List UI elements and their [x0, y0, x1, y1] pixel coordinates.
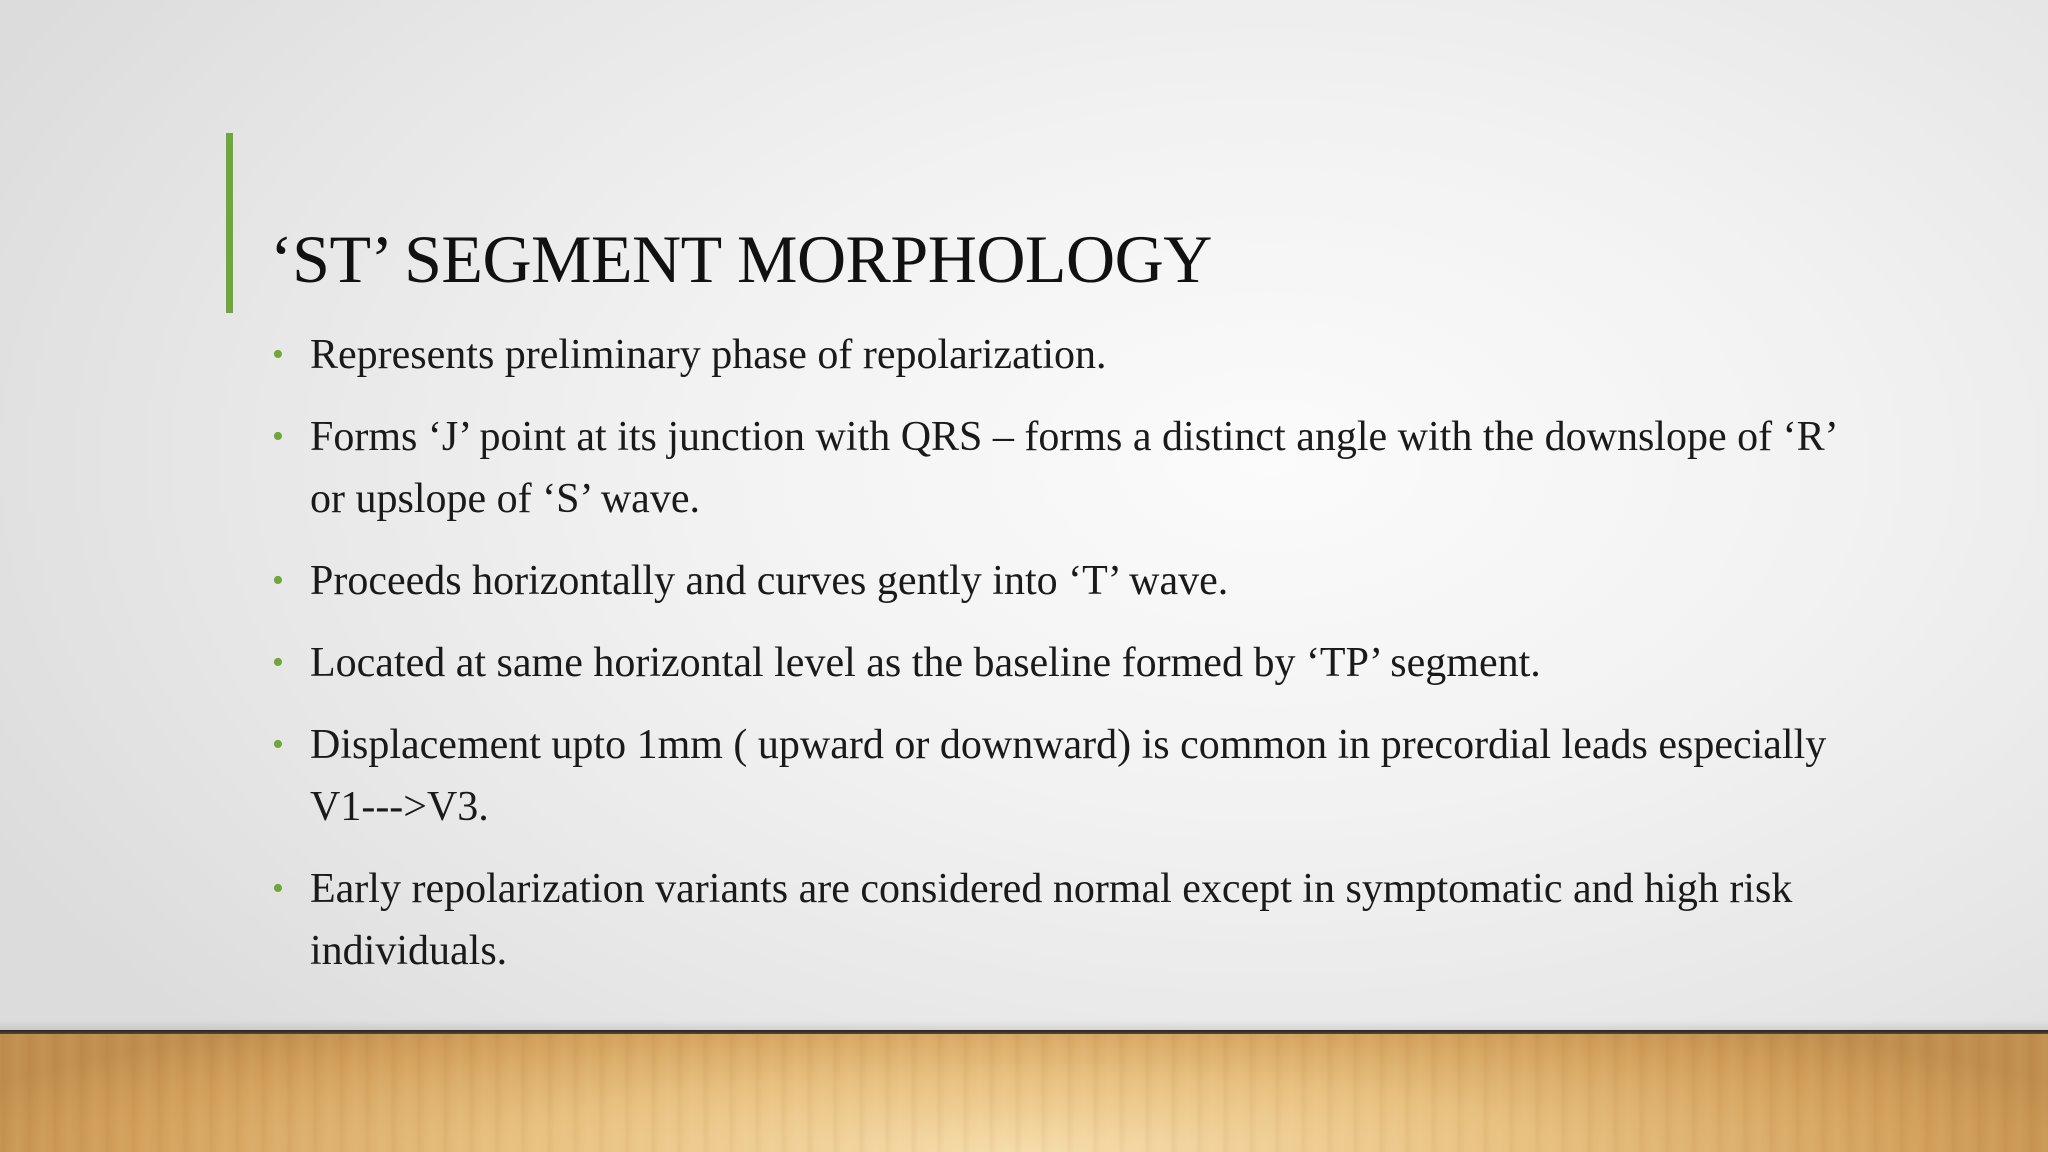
bullet-text: Located at same horizontal level as the baseline formed by ‘TP’ segment.	[310, 640, 1541, 686]
bullet-list	[270, 324, 1870, 1002]
bullet-text: Represents preliminary phase of repolarization.	[310, 332, 1107, 378]
bullet-item	[270, 550, 1870, 612]
title-accent-bar	[226, 133, 233, 313]
bullet-marker: •	[272, 562, 284, 599]
bullet-marker: •	[272, 336, 284, 373]
bullet-marker: •	[272, 726, 284, 763]
bullet-text: Early repolarization variants are considered normal except in symptomatic and high risk individuals.	[310, 866, 1793, 974]
bullet-item	[270, 632, 1870, 694]
bullet-marker: •	[272, 870, 284, 907]
bullet-item	[270, 324, 1870, 386]
slide-title: ‘ST’ SEGMENT MORPHOLOGY	[270, 221, 1212, 297]
bullet-item	[270, 714, 1870, 838]
bullet-text: Forms ‘J’ point at its junction with QRS – forms a distinct angle with the downslope of ‘R’ or upslope of ‘S’ wave.	[310, 414, 1836, 522]
bullet-marker: •	[272, 418, 284, 455]
bullet-text: Displacement upto 1mm ( upward or downward) is common in precordial leads especially V1--->V3.	[310, 722, 1827, 830]
bullet-marker: •	[272, 644, 284, 681]
wooden-floor	[0, 1034, 2048, 1152]
bullet-item	[270, 858, 1870, 982]
bullet-text: Proceeds horizontally and curves gently into ‘T’ wave.	[310, 558, 1229, 604]
bullet-item	[270, 406, 1870, 530]
